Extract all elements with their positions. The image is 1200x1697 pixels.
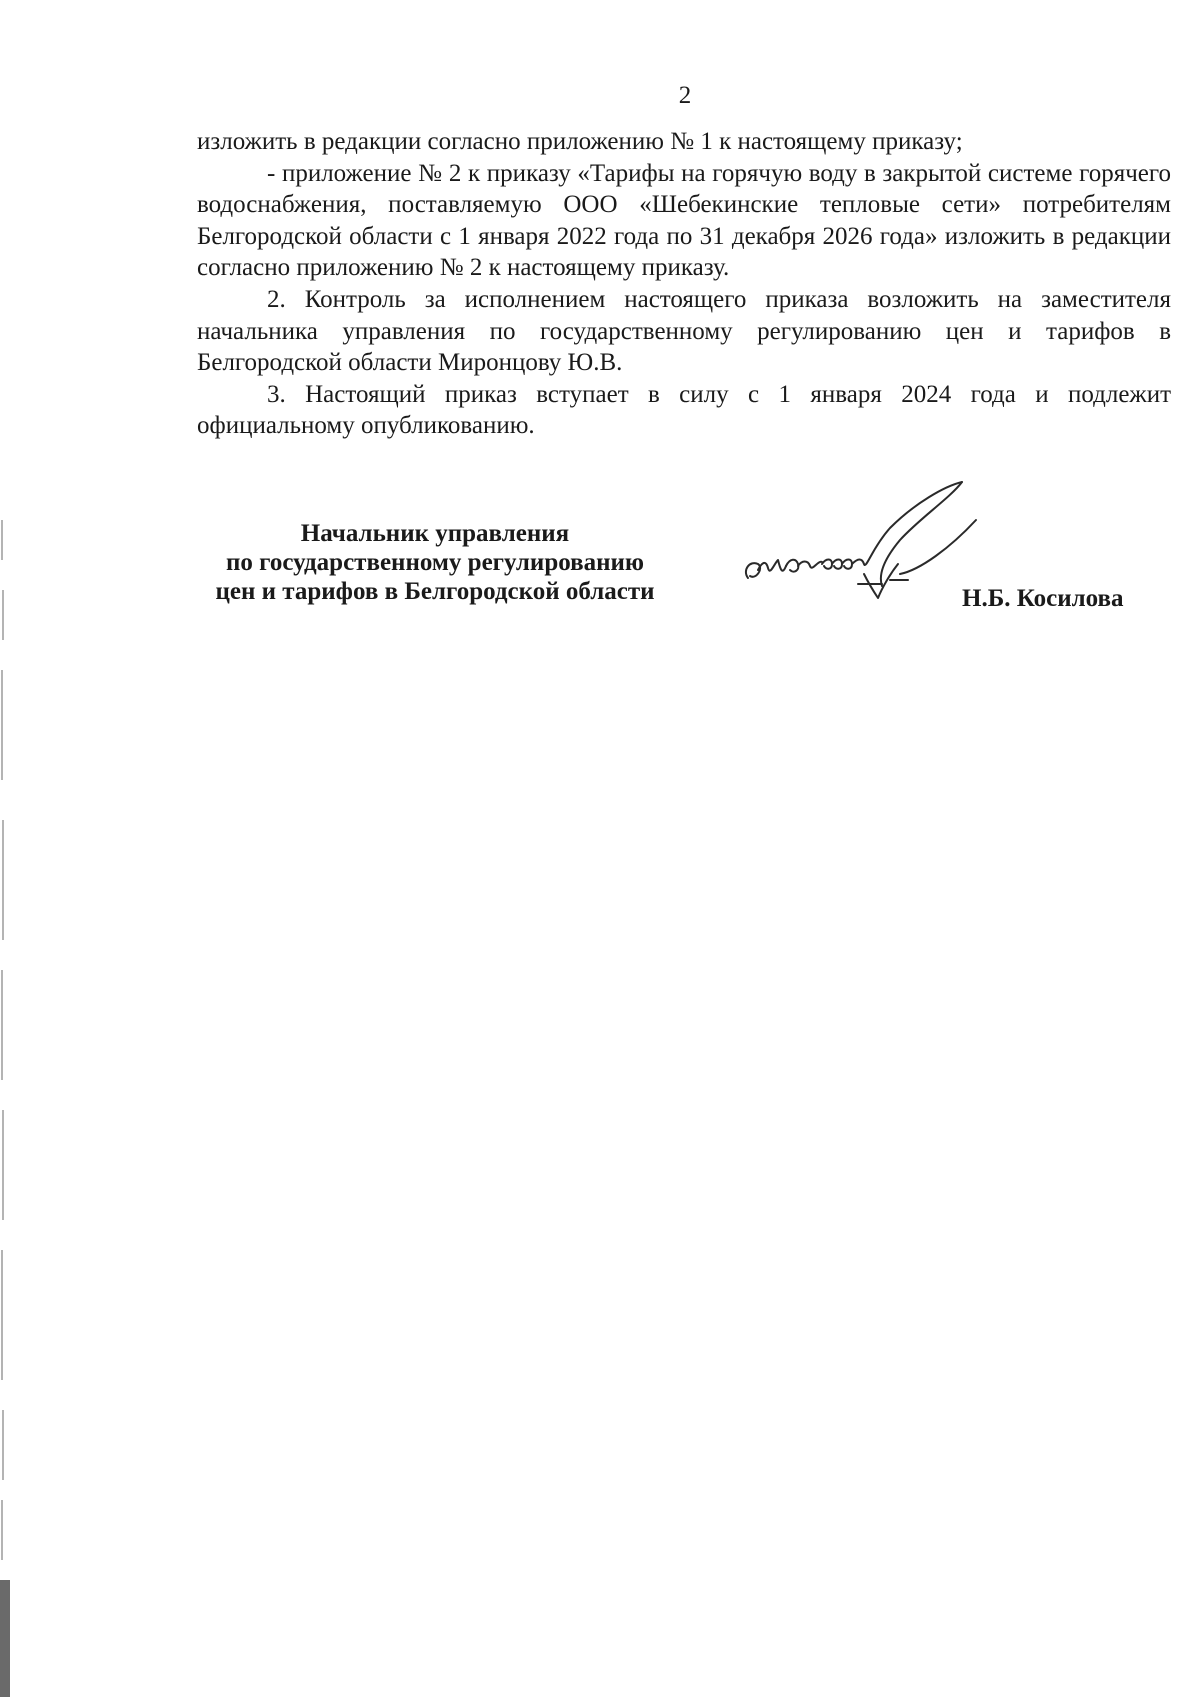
position-line: по государственному регулированию [225, 549, 645, 576]
scan-edge-artifact [0, 520, 14, 1697]
paragraph-control: 2. Контроль за исполнением настоящего приказа возложить на заместителя начальника управления по государственному регулированию цен и тарифов в Белгородской области Миронцову Ю.В. [197, 285, 1171, 377]
document-body [197, 126, 1171, 442]
paragraph-continuation: изложить в редакции согласно приложению № 1 к настоящему приказу; [197, 128, 963, 155]
paragraph-appendix-2: - приложение № 2 к приказу «Тарифы на горячую воду в закрытой системе горячего водоснабжения, поставляемую ООО «Шебекинские тепловые сети» потребителям Белгородской области с 1 января 2022 года по 31 декабря 2026 года» изложить в редакции согласно приложению № 2 к настоящему приказу. [197, 159, 1171, 282]
page-number: 2 [678, 82, 692, 109]
paragraph-effective-date: 3. Настоящий приказ вступает в силу с 1 января 2024 года и подлежит официальному опубликованию. [197, 380, 1171, 440]
position-line: цен и тарифов в Белгородской области [215, 578, 655, 605]
signatory-position [190, 519, 680, 606]
signer-name: Н.Б. Косилова [962, 585, 1124, 612]
position-line: Начальник управления [300, 520, 570, 547]
